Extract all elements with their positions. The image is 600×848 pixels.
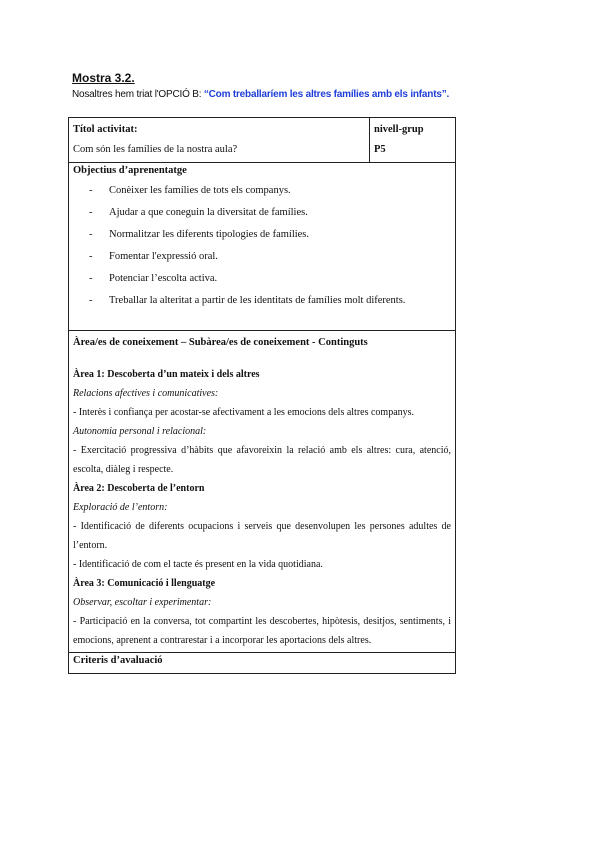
objectives-cell [69, 163, 456, 331]
title-label: Títol activitat: [73, 124, 138, 135]
dash-bullet: - [89, 185, 93, 196]
objective-item [73, 290, 451, 312]
title-row [69, 118, 456, 163]
dash-bullet: - [89, 207, 93, 218]
page-heading: Mostra 3.2. [72, 71, 135, 85]
dash-bullet: - [89, 273, 93, 284]
dash-bullet: - [89, 229, 93, 240]
intro-text: Nosaltres hem triat l'OPCIÓ B: [72, 89, 204, 100]
objective-text: Normalitzar les diferents tipologies de famílies. [109, 229, 310, 240]
subarea-label: Exploració de l’entorn: [73, 502, 168, 513]
subarea-label: Autonomia personal i relacional: [73, 426, 207, 437]
level-label: nivell-grup [374, 124, 424, 135]
objective-item [73, 224, 451, 246]
content-paragraph: - Interès i confiança per acostar-se afectivament a les emocions dels altres companys. [73, 407, 415, 418]
area-title: Àrea 1: Descoberta d’un mateix i dels altres [73, 369, 260, 380]
area-title: Àrea 3: Comunicació i llenguatge [73, 578, 216, 589]
content-paragraph: - Exercitació progressiva d’hàbits que afavoreixin la relació amb els altres: cura, atenció, escolta, diàleg i respecte. [73, 445, 451, 475]
criteria-cell [69, 653, 456, 674]
objective-item [73, 180, 451, 202]
dash-bullet: - [89, 295, 93, 306]
objective-item [73, 202, 451, 224]
objectives-list [73, 180, 451, 328]
content-paragraph: - Identificació de diferents ocupacions i serveis que desenvolupen les persones adultes de l’entorn. [73, 521, 451, 551]
criteria-row [69, 653, 456, 674]
activity-table [68, 117, 456, 674]
areas-content [73, 365, 451, 650]
objectives-label: Objectius d’aprenentatge [73, 165, 187, 176]
objective-text: Potenciar l’escolta activa. [109, 273, 218, 284]
intro-line [72, 89, 449, 100]
level-cell [370, 118, 456, 163]
objective-text: Conèixer les famílies de tots els companys. [109, 185, 291, 196]
objective-item [73, 268, 451, 290]
dash-bullet: - [89, 251, 93, 262]
objective-text: Treballar la alteritat a partir de les identitats de famílies molt diferents. [109, 295, 406, 306]
areas-label: Àrea/es de coneixement – Subàrea/es de coneixement - Continguts [73, 337, 368, 348]
content-paragraph: - Participació en la conversa, tot compartint les descobertes, hipòtesis, desitjos, sentiments, i emocions, aprenent a contrarestar i a incorporar les aportacions dels altres. [73, 616, 451, 646]
objective-item [73, 246, 451, 268]
title-value: Com són les famílies de la nostra aula? [73, 144, 238, 155]
areas-cell [69, 331, 456, 653]
objectives-row [69, 163, 456, 331]
objective-text: Fomentar l'expressió oral. [109, 251, 218, 262]
chosen-option: “Com treballaríem les altres famílies amb els infants”. [203, 89, 450, 100]
level-value: P5 [374, 144, 386, 155]
title-cell [69, 118, 370, 163]
content-paragraph: - Identificació de com el tacte és present en la vida quotidiana. [73, 559, 323, 570]
areas-row [69, 331, 456, 653]
criteria-label: Criteris d’avaluació [73, 655, 163, 666]
subarea-label: Observar, escoltar i experimentar: [73, 597, 212, 608]
area-title: Àrea 2: Descoberta de l’entorn [73, 483, 205, 494]
objective-text: Ajudar a que coneguin la diversitat de famílies. [109, 207, 308, 218]
subarea-label: Relacions afectives i comunicatives: [73, 388, 219, 399]
